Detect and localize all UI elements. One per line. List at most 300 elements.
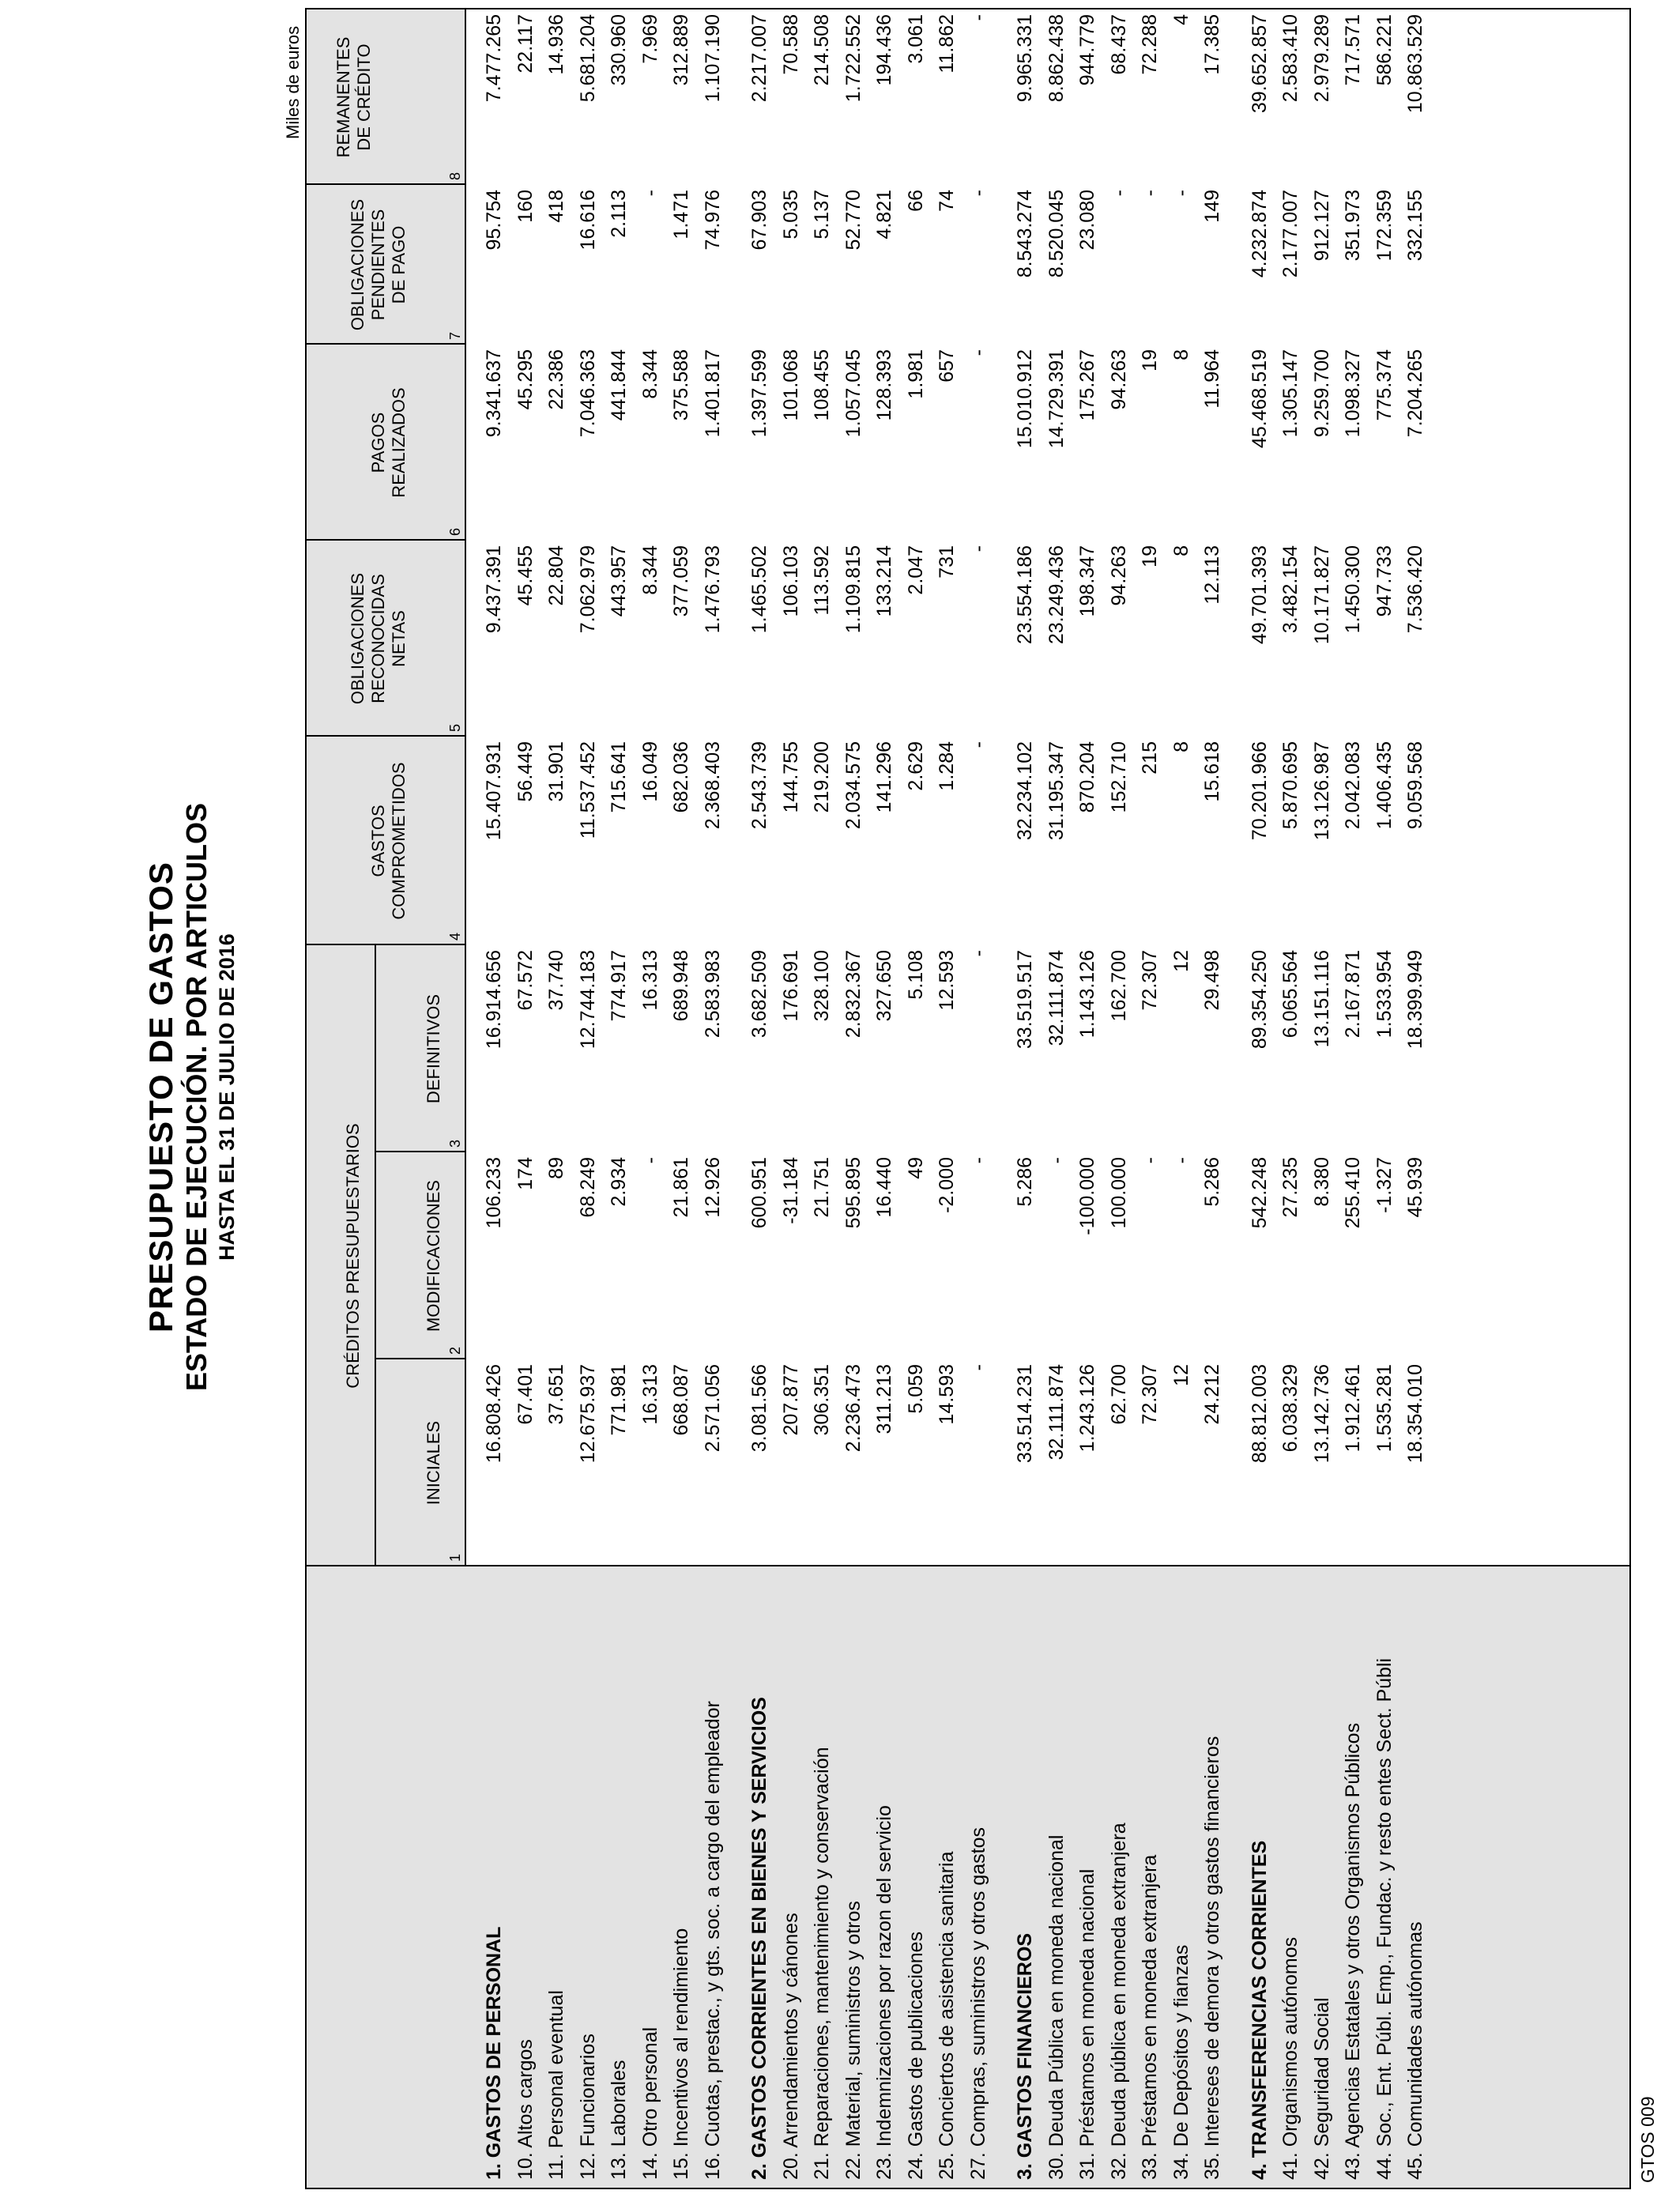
cell-value: 11.964 [1201,349,1223,409]
header-line: REMANENTES [333,36,353,158]
cell-value: 198.347 [1076,545,1098,617]
cell-value: 108.455 [811,349,833,421]
cell-value: 14.936 [545,14,567,75]
row-label: 20. Arrendamientos y cánones [779,1913,802,2180]
cell-value: 3.682.509 [748,950,770,1039]
creditos-divider [375,945,376,1566]
cell-value: 1.107.190 [701,14,724,103]
header-divider [465,8,466,1566]
cell-value: 18.399.949 [1404,950,1426,1050]
cell-value: 113.592 [811,545,833,616]
row-label: 31. Préstamos en moneda nacional [1076,1868,1098,2180]
cell-value: 689.948 [670,950,692,1022]
cell-value: 17.385 [1201,14,1223,75]
cell-value: 1.406.435 [1373,741,1396,830]
row-label: 30. Deuda Pública en moneda nacional [1045,1834,1068,2180]
row-label: 1. GASTOS DE PERSONAL [483,1926,505,2180]
cell-value: 12.744.183 [576,950,599,1050]
cell-value: 5.137 [811,190,833,239]
cell-value: 27.235 [1279,1157,1301,1218]
table-row [1310,8,1334,2189]
cell-value: 67.572 [514,950,537,1011]
row-label: 22. Material, suministros y otros [842,1901,864,2180]
cell-value: 214.508 [811,14,833,86]
cell-value: 1.912.461 [1342,1364,1364,1453]
cell-value: 1.401.817 [701,349,724,438]
table-row [669,8,693,2189]
cell-value: 1.397.599 [748,349,770,438]
cell-value: 1.465.502 [748,545,770,634]
cell-value: 66 [904,190,927,212]
cell-value: - [1107,190,1130,197]
cell-value: 8.520.045 [1045,190,1068,278]
cell-value: 15.407.931 [483,741,505,841]
cell-value: 771.981 [608,1364,630,1436]
cell-value: 2.167.871 [1342,950,1364,1039]
row-label: 44. Soc., Ent. Públ. Emp., Fundac. y resto entes Sect. Públi [1373,1657,1396,2180]
cell-value: 16.616 [576,190,599,251]
table-row [701,8,725,2189]
cell-value: 7.536.420 [1404,545,1426,634]
cell-value: 774.917 [608,950,630,1022]
cell-value: - [966,190,989,197]
cell-value: 377.059 [670,545,692,617]
cell-value: -2.000 [936,1157,958,1213]
row-label: 13. Laborales [608,2060,630,2180]
cell-value: 152.710 [1107,741,1130,813]
cell-value: - [966,545,989,552]
cell-value: 5.035 [779,190,802,239]
row-label: 12. Funcionarios [576,2034,599,2180]
cell-value: 332.155 [1404,190,1426,262]
cell-value: 18.354.010 [1404,1364,1426,1464]
row-label: 3. GASTOS FINANCIEROS [1014,1932,1036,2180]
cell-value: 12.675.937 [576,1364,599,1464]
cell-value: 70.588 [779,14,802,75]
date-line: HASTA EL 31 DE JULIO DE 2016 [215,933,239,1261]
cell-value: - [1170,1157,1192,1164]
cell-value: 12 [1170,1364,1192,1386]
cell-value: 37.651 [545,1364,567,1425]
table-row [1200,8,1224,2189]
table-row [1045,8,1068,2189]
cell-value: 33.519.517 [1014,950,1036,1050]
cell-value: 22.804 [545,545,567,606]
cell-value: 7.477.265 [483,14,505,103]
row-label: 45. Comunidades autónomas [1404,1921,1426,2180]
row-label: 2. GASTOS CORRIENTES EN BIENES Y SERVICIOS [748,1697,770,2180]
cell-value: 22.117 [514,14,537,74]
cell-value: 5.870.695 [1279,741,1301,830]
table-row [1075,8,1099,2189]
cell-value: 67.401 [514,1364,537,1425]
cell-value: 600.951 [748,1157,770,1229]
cell-value: 9.341.637 [483,349,505,438]
cell-value: 13.126.987 [1310,741,1333,841]
cell-value: 52.770 [842,190,864,251]
cell-value: 141.296 [873,741,895,813]
row-label: 21. Reparaciones, mantenimiento y conservación [811,1747,833,2180]
cell-value: 9.965.331 [1014,14,1036,103]
cell-value: 6.065.564 [1279,950,1301,1039]
cell-value: 95.754 [483,190,505,251]
cell-value: 207.877 [779,1364,802,1436]
cell-value: 2.543.739 [748,741,770,830]
cell-value: 74.976 [701,190,724,251]
cell-value: -31.184 [779,1157,802,1224]
header-line: NETAS [389,610,409,667]
cell-value: 162.700 [1107,950,1130,1022]
cell-value: 29.498 [1201,950,1223,1011]
cell-value: 2.236.473 [842,1364,864,1453]
cell-value: 947.733 [1373,545,1396,617]
cell-value: 1.722.552 [842,14,864,103]
cell-value: 6.038.329 [1279,1364,1301,1453]
cell-value: 2.832.367 [842,950,864,1039]
cell-value: 16.914.656 [483,950,505,1050]
cell-value: 2.177.007 [1279,190,1301,278]
row-label: 10. Altos cargos [514,2039,537,2180]
cell-value: 2.583.410 [1279,14,1301,103]
cell-value: 2.629 [904,741,927,791]
cell-value: 32.111.874 [1045,1364,1068,1461]
cell-value: 12.593 [936,950,958,1011]
header-line: GASTOS [368,805,388,877]
cell-value: 13.151.116 [1310,950,1333,1048]
row-label: 11. Personal eventual [545,1990,567,2180]
cell-value: 219.200 [811,741,833,813]
section-row [1248,8,1271,2189]
cell-value: 176.691 [779,950,802,1022]
cell-value: - [638,190,661,197]
header-obligaciones-pendientes [348,185,409,345]
cell-value: 8.344 [638,349,661,399]
cell-value: 1.535.281 [1373,1364,1396,1453]
header-line: OBLIGACIONES [348,198,367,331]
cell-value: 7.204.265 [1404,349,1426,438]
cell-value: 8.344 [638,545,661,595]
cell-value: 31.901 [545,741,567,802]
cell-value: 45.939 [1404,1157,1426,1218]
cell-value: 8 [1170,349,1192,360]
header-line: DE PAGO [389,225,409,304]
cell-value: 74 [936,190,958,212]
cell-value: - [638,1157,661,1164]
cell-value: 15.010.912 [1014,349,1036,449]
row-label: 24. Gastos de publicaciones [904,1931,927,2180]
cell-value: 7.046.363 [576,349,599,438]
cell-value: 100.000 [1107,1157,1130,1229]
cell-value: - [966,950,989,957]
row-label: 14. Otro personal [638,2026,661,2180]
cell-value: -1.327 [1373,1157,1396,1213]
header-line: OBLIGACIONES [348,572,367,705]
cell-value: 441.844 [608,349,630,421]
header-line: PAGOS [368,412,388,473]
cell-value: 21.861 [670,1157,692,1218]
cell-value: 70.201.966 [1248,741,1271,841]
column-number: 6 [447,527,463,536]
cell-value: 4.232.874 [1248,190,1271,278]
header-modificaciones: MODIFICACIONES [424,1180,443,1332]
cell-value: 542.248 [1248,1157,1271,1229]
cell-value: 912.127 [1310,190,1333,262]
cell-value: 144.755 [779,741,802,813]
cell-value: 21.751 [811,1157,833,1218]
column-number: 3 [447,1139,463,1148]
cell-value: - [966,741,989,748]
cell-value: 595.895 [842,1157,864,1229]
cell-value: 2.034.575 [842,741,864,830]
cell-value: 5.681.204 [576,14,599,103]
cell-value: 311.213 [873,1364,895,1434]
cell-value: 870.204 [1076,741,1098,813]
cell-value: - [1139,1157,1161,1164]
cell-value: 33.514.231 [1014,1364,1036,1464]
cell-value: 49 [904,1157,927,1179]
table-row [576,8,600,2189]
cell-value: 128.393 [873,349,895,421]
row-label: 4. TRANSFERENCIAS CORRIENTES [1248,1840,1271,2180]
cell-value: 1.143.126 [1076,950,1098,1039]
cell-value: 32.111.874 [1045,950,1068,1046]
cell-value: 2.042.083 [1342,741,1364,830]
cell-value: 11.862 [936,14,958,74]
cell-value: 7.062.979 [576,545,599,634]
cell-value: 2.217.007 [748,14,770,103]
header-gastos-comprometidos [368,737,409,945]
cell-value: 12.926 [701,1157,724,1218]
cell-value: 19 [1139,545,1161,567]
header-definitivos: DEFINITIVOS [424,993,443,1104]
cell-value: 255.410 [1342,1157,1364,1229]
table-row [514,8,537,2189]
cell-value: 106.233 [483,1157,505,1229]
cell-value: 9.437.391 [483,545,505,634]
section-row [482,8,506,2189]
cell-value: 39.652.857 [1248,14,1271,114]
cell-value: -100.000 [1076,1157,1098,1235]
cell-value: 72.288 [1139,14,1161,75]
cell-value: 1.057.045 [842,349,864,438]
cell-value: - [1139,190,1161,197]
cell-value: - [966,349,989,356]
page-title: PRESUPUESTO DE GASTOS [142,861,179,1333]
cell-value: 72.307 [1139,950,1161,1011]
cell-value: 94.263 [1107,349,1130,410]
row-label: 35. Intereses de demora y otros gastos financieros [1201,1736,1223,2180]
cell-value: 149 [1201,190,1223,223]
table-row [904,8,928,2189]
table-border-top [305,8,307,2189]
cell-value: 2.047 [904,545,927,595]
cell-value: 1.471 [670,190,692,239]
cell-value: 306.351 [811,1364,833,1436]
cell-value: 56.449 [514,741,537,802]
cell-value: 731 [936,545,958,579]
cell-value: 45.295 [514,349,537,410]
cell-value: - [1170,190,1192,197]
cell-value: 1.450.300 [1342,545,1364,634]
cell-value: 944.779 [1076,14,1098,86]
cell-value: 5.286 [1201,1157,1223,1207]
table-row [607,8,631,2189]
cell-value: 94.263 [1107,545,1130,606]
cell-value: 23.080 [1076,190,1098,251]
cell-value: 215 [1139,741,1161,775]
cell-value: 67.903 [748,190,770,251]
cell-value: 106.103 [779,545,802,617]
cell-value: 12.113 [1201,545,1223,605]
cell-value: 312.889 [670,14,692,86]
cell-value: 2.583.983 [701,950,724,1039]
cell-value: 2.368.403 [701,741,724,830]
units-label: Miles de euros [283,25,303,139]
cell-value: 4 [1170,14,1192,25]
cell-value: 8 [1170,741,1192,752]
cell-value: 668.087 [670,1364,692,1436]
cell-value: 68.249 [576,1157,599,1218]
header-line: REALIZADOS [389,387,409,498]
cell-value: 1.098.327 [1342,349,1364,438]
cell-value: 89.354.250 [1248,950,1271,1050]
cell-value: 16.049 [638,741,661,802]
table-row [872,8,896,2189]
column-number: 1 [447,1553,463,1562]
cell-value: 1.476.793 [701,545,724,634]
row-label: 33. Préstamos en moneda extranjera [1139,1854,1161,2180]
cell-value: 12 [1170,950,1192,972]
cell-value: 9.259.700 [1310,349,1333,438]
cell-value: 175.267 [1076,349,1098,421]
row-label: 23. Indemnizaciones por razon del servicio [873,1805,895,2180]
cell-value: 2.934 [608,1157,630,1207]
table-row [638,8,662,2189]
cell-value: 7.969 [638,14,661,64]
row-label: 16. Cuotas, prestac., y gts. soc. a cargo del empleador [701,1701,724,2180]
row-label: 25. Conciertos de asistencia sanitaria [936,1851,958,2180]
cell-value: 133.214 [873,545,895,617]
cell-value: 4.821 [873,190,895,239]
table-row [810,8,834,2189]
column-number: 8 [447,172,463,180]
cell-value: 3.482.154 [1279,545,1301,634]
cell-value: 172.359 [1373,190,1396,262]
cell-value: 68.437 [1107,14,1130,75]
table-row [1279,8,1302,2189]
cell-value: 1.533.954 [1373,950,1396,1039]
header-line: PENDIENTES [368,209,388,321]
cell-value: 327.650 [873,950,895,1022]
table-row [544,8,568,2189]
row-label: 34. De Depósitos y fianzas [1170,1944,1192,2180]
cell-value: 657 [936,349,958,383]
cell-value: 19 [1139,349,1161,371]
cell-value: 15.618 [1201,741,1223,802]
cell-value: 45.455 [514,545,537,606]
cell-value: 89 [545,1157,567,1179]
cell-value: - [1045,1157,1068,1164]
cell-value: - [966,14,989,21]
table-row [1341,8,1365,2189]
header-line: RECONOCIDAS [368,574,388,703]
cell-value: 443.957 [608,545,630,617]
table-row [935,8,959,2189]
table-row [842,8,865,2189]
cell-value: 13.142.736 [1310,1364,1333,1464]
header-remanentes [333,9,375,185]
cell-value: 32.234.102 [1014,741,1036,841]
cell-value: 1.981 [904,349,927,399]
cell-value: 16.808.426 [483,1364,505,1464]
cell-value: 715.641 [608,741,630,813]
row-label: 41. Organismos autónomos [1279,1936,1301,2180]
cell-value: 2.113 [608,190,630,238]
cell-value: 22.386 [545,349,567,410]
cell-value: 23.249.436 [1045,545,1068,645]
cell-value: 101.068 [779,349,802,421]
cell-value: 10.171.827 [1310,545,1333,645]
cell-value: 37.740 [545,950,567,1011]
header-line: DE CRÉDITO [354,43,374,151]
cell-value: 45.468.519 [1248,349,1271,449]
cell-value: 775.374 [1373,349,1396,421]
cell-value: 2.979.289 [1310,14,1333,103]
budget-table [305,8,1631,2189]
table-row [1170,8,1193,2189]
cell-value: 9.059.568 [1404,741,1426,830]
cell-value: 8.862.438 [1045,14,1068,103]
cell-value: 11.537.452 [576,741,599,839]
table-row [1107,8,1131,2189]
cell-value: 5.059 [904,1364,927,1414]
cell-value: 10.863.529 [1404,14,1426,114]
row-label: 27. Compras, suministros y otros gastos [966,1827,989,2180]
cell-value: 31.195.347 [1045,741,1068,841]
cell-value: 72.307 [1139,1364,1161,1425]
table-row [966,8,990,2189]
section-row [748,8,771,2189]
cell-value: 49.701.393 [1248,545,1271,645]
table-row [1373,8,1396,2189]
row-label: 42. Seguridad Social [1310,1997,1333,2180]
header-iniciales: INICIALES [424,1420,443,1506]
col-separator [375,1151,465,1152]
header-creditos: CRÉDITOS PRESUPUESTARIOS [343,1123,363,1389]
cell-value: - [966,1157,989,1164]
table-row [1403,8,1427,2189]
cell-value: 8.380 [1310,1157,1333,1207]
row-label: 32. Deuda pública en moneda extranjera [1107,1823,1130,2180]
header-line: COMPROMETIDOS [389,762,409,920]
cell-value: 88.812.003 [1248,1364,1271,1464]
column-number: 4 [447,932,463,941]
cell-value: 24.212 [1201,1364,1223,1425]
header-pagos-realizados [368,345,409,541]
cell-value: - [966,1364,989,1371]
header-obligaciones-reconocidas [348,541,409,737]
cell-value: 418 [545,190,567,223]
cell-value: 2.571.056 [701,1364,724,1453]
cell-value: 16.313 [638,950,661,1011]
cell-value: 16.440 [873,1157,895,1218]
cell-value: 23.554.186 [1014,545,1036,645]
cell-value: 717.571 [1342,14,1364,86]
cell-value: 8 [1170,545,1192,556]
cell-value: 1.109.815 [842,545,864,634]
column-number: 5 [447,723,463,732]
cell-value: 3.061 [904,14,927,64]
